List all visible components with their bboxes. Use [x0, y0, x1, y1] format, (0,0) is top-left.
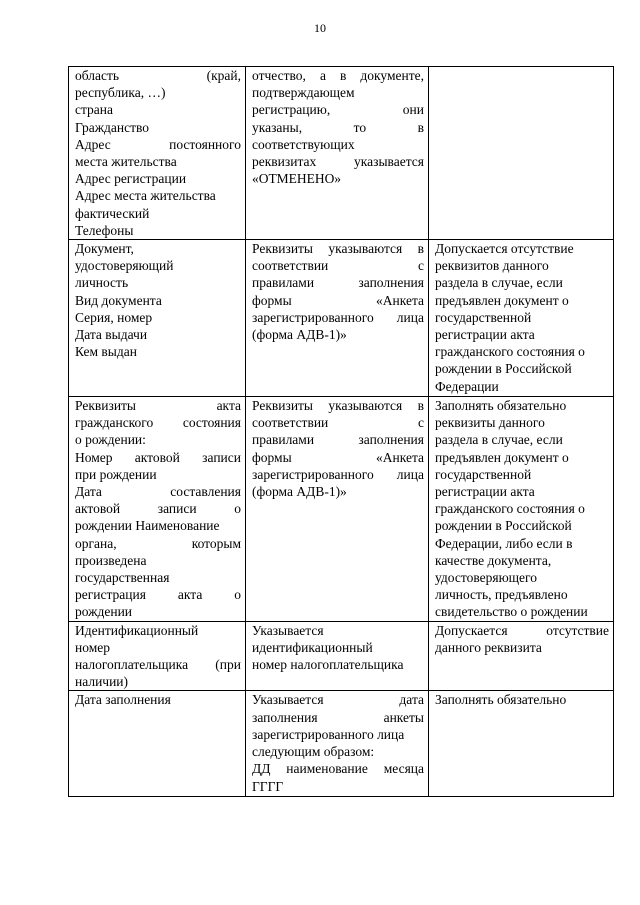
- field-name-cell: [69, 621, 246, 691]
- cell-text-line: актовой записи о: [75, 501, 241, 517]
- cell-text-line: Документ,: [75, 241, 134, 257]
- fill-rules-cell: [246, 240, 429, 397]
- cell-text-line: реквизитов данного: [435, 258, 549, 274]
- cell-text-line: Заполнять обязательно: [435, 692, 567, 708]
- cell-text-line: государственной: [435, 309, 532, 325]
- fill-rules-cell: [246, 397, 429, 622]
- cell-text-line: Федерации, либо если в: [435, 535, 573, 551]
- cell-text-line: Гражданство: [75, 119, 150, 135]
- cell-text-line: зарегистрированного лица: [252, 726, 405, 742]
- cell-text-line: предъявлен документ о: [435, 292, 569, 308]
- cell-text-line: область (край,: [75, 68, 241, 83]
- cell-text-line: свидетельство о рождении: [435, 604, 588, 620]
- cell-text-line: соответствии с: [252, 415, 424, 431]
- cell-text-line: при рождении: [75, 466, 157, 482]
- cell-text-line: правилами заполнения: [252, 432, 424, 448]
- cell-text-line: заполнения анкеты: [252, 709, 424, 725]
- cell-text-line: страна: [75, 102, 114, 118]
- cell-text-line: раздела в случае, если: [435, 432, 563, 448]
- notes-cell: [429, 691, 614, 797]
- cell-text-line: номер: [75, 639, 111, 655]
- cell-text-line: рождении в Российской: [435, 361, 572, 377]
- requisites-table: [68, 66, 614, 797]
- cell-text-line: ДД наименование месяца: [252, 761, 424, 777]
- cell-text-line: зарегистрированного лица: [252, 309, 424, 325]
- cell-text-line: произведена: [75, 552, 147, 568]
- cell-text-line: личность: [75, 275, 129, 291]
- notes-cell: [429, 240, 614, 397]
- page-number: 10: [314, 21, 326, 35]
- cell-text-line: Реквизиты акта: [75, 398, 241, 414]
- cell-text-line: соответствующих: [252, 136, 355, 152]
- cell-text-line: Телефоны: [75, 222, 134, 238]
- cell-text-line: удостоверяющий: [75, 258, 174, 274]
- cell-text-line: Номер актовой записи: [75, 449, 241, 465]
- cell-text-line: номер налогоплательщика: [252, 657, 404, 673]
- cell-text-line: государственной: [435, 466, 532, 482]
- cell-text-line: государственная: [75, 570, 170, 586]
- cell-text-line: соответствии с: [252, 258, 424, 274]
- table-row: [69, 397, 614, 622]
- cell-text-line: Идентификационный: [75, 622, 199, 638]
- table-row: [69, 67, 614, 240]
- table-row: [69, 691, 614, 797]
- cell-text-line: идентификационный: [252, 639, 373, 655]
- cell-text-line: следующим образом:: [252, 744, 375, 760]
- cell-text-line: предъявлен документ о: [435, 449, 569, 465]
- cell-text-line: правилами заполнения: [252, 275, 424, 291]
- cell-text-line: фактический: [75, 205, 150, 221]
- field-name-cell: [69, 240, 246, 397]
- cell-text-line: формы «Анкета: [252, 292, 424, 308]
- field-name-cell: [69, 67, 246, 240]
- cell-text-line: Допускается отсутствие: [435, 241, 574, 257]
- table-row: [69, 240, 614, 397]
- cell-text-line: качестве документа,: [435, 552, 552, 568]
- cell-text-line: Указывается дата: [252, 692, 424, 708]
- cell-text-line: личность, предъявлено: [435, 587, 568, 603]
- cell-text-line: «ОТМЕНЕНО»: [252, 171, 342, 187]
- cell-text-line: подтверждающем: [252, 85, 355, 101]
- table-row: [69, 621, 614, 691]
- cell-text-line: налогоплательщика (при: [75, 657, 241, 673]
- cell-text-line: о рождении:: [75, 432, 146, 448]
- cell-text-line: Адрес регистрации: [75, 171, 187, 187]
- cell-text-line: отчество, а в документе,: [252, 68, 424, 83]
- cell-text-line: Реквизиты указываются в: [252, 398, 424, 414]
- cell-text-line: рождении в Российской: [435, 518, 572, 534]
- cell-text-line: регистрации акта: [435, 484, 535, 500]
- cell-text-line: республика, …): [75, 85, 166, 101]
- cell-text-line: Дата заполнения: [75, 692, 171, 708]
- cell-text-line: указаны, то в: [252, 119, 424, 135]
- notes-cell: [429, 621, 614, 691]
- cell-text-line: органа, которым: [75, 535, 241, 551]
- cell-text-line: гражданского состояния о: [435, 344, 585, 360]
- cell-text-line: регистрация акта о: [75, 587, 241, 603]
- cell-text-line: Серия, номер: [75, 309, 153, 325]
- cell-text-line: гражданского состояния о: [435, 501, 585, 517]
- field-name-cell: [69, 691, 246, 797]
- fill-rules-cell: [246, 621, 429, 691]
- cell-text-line: Реквизиты указываются в: [252, 241, 424, 257]
- cell-text-line: регистрации акта: [435, 327, 535, 343]
- fill-rules-cell: [246, 67, 429, 240]
- cell-text-line: формы «Анкета: [252, 449, 424, 465]
- cell-text-line: ГГГГ: [252, 778, 284, 794]
- fill-rules-cell: [246, 691, 429, 797]
- cell-text-line: (форма АДВ-1)»: [252, 327, 347, 343]
- cell-text-line: Дата выдачи: [75, 327, 148, 343]
- cell-text-line: места жительства: [75, 154, 177, 170]
- cell-text-line: Адрес постоянного: [75, 136, 241, 152]
- cell-text-line: Кем выдан: [75, 344, 137, 360]
- cell-text-line: рождении: [75, 604, 133, 620]
- cell-text-line: (форма АДВ-1)»: [252, 484, 347, 500]
- cell-text-line: Заполнять обязательно: [435, 398, 567, 414]
- cell-text-line: реквизитах указывается: [252, 154, 424, 170]
- cell-text-line: Дата составления: [75, 484, 241, 500]
- cell-text-line: данного реквизита: [435, 639, 542, 655]
- cell-text-line: Вид документа: [75, 292, 162, 308]
- cell-text-line: регистрацию, они: [252, 102, 424, 118]
- cell-text-line: раздела в случае, если: [435, 275, 563, 291]
- cell-text-line: Указывается: [252, 622, 324, 638]
- cell-text-line: Федерации: [435, 378, 499, 394]
- notes-cell: [429, 397, 614, 622]
- cell-text-line: рождении Наименование: [75, 518, 220, 534]
- notes-cell: [429, 67, 614, 240]
- cell-text-line: удостоверяющего: [435, 570, 537, 586]
- cell-text-line: Адрес места жительства: [75, 188, 216, 204]
- cell-text-line: наличии): [75, 674, 129, 690]
- cell-text-line: зарегистрированного лица: [252, 466, 424, 482]
- cell-text-line: гражданского состояния: [75, 415, 241, 431]
- cell-text-line: реквизиты данного: [435, 415, 545, 431]
- cell-text-line: Допускается отсутствие: [435, 622, 609, 638]
- field-name-cell: [69, 397, 246, 622]
